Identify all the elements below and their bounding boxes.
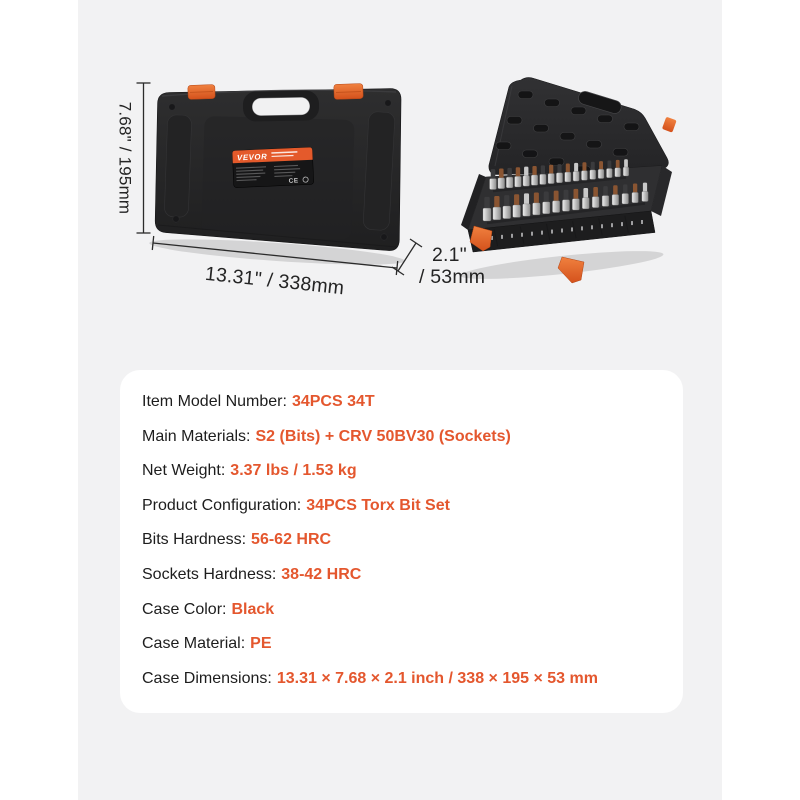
spec-label: Item Model Number: — [142, 393, 287, 410]
open-case-image — [460, 78, 677, 285]
open-latch-mid — [558, 257, 584, 283]
depth-dimension-label-line2: / 53mm — [419, 266, 486, 288]
width-dimension-label: 13.31" / 338mm — [203, 262, 346, 300]
spec-label: Case Dimensions: — [142, 669, 272, 687]
spec-label: Bits Hardness: — [142, 531, 247, 549]
depth-dimension-label-line1: 2.1" — [432, 244, 467, 266]
spec-row-case-material — [142, 627, 663, 662]
spec-value: 34PCS Torx Bit Set — [306, 496, 450, 514]
specs-card — [120, 370, 683, 713]
spec-label: Net Weight: — [142, 462, 226, 480]
spec-row-sockets-hardness — [142, 558, 663, 593]
spec-label: Sockets Hardness: — [142, 565, 277, 583]
spec-label: Case Material: — [142, 635, 246, 653]
product-image-background — [78, 0, 722, 800]
spec-row-bits-hardness — [142, 523, 663, 558]
closed-case-image — [149, 83, 406, 269]
product-illustration — [78, 0, 722, 345]
spec-value: 56-62 HRC — [251, 531, 332, 549]
spec-label: Main Materials: — [142, 427, 251, 445]
spec-value: S2 (Bits) + CRV 50BV30 (Sockets) — [255, 427, 511, 445]
spec-row-case-dimensions — [142, 662, 663, 697]
spec-row-configuration — [142, 489, 663, 524]
spec-value: 34PCS 34T — [291, 393, 375, 410]
latch-right — [334, 83, 364, 99]
case-product-label — [232, 147, 314, 187]
height-dimension — [116, 83, 151, 233]
ce-mark-icon: CE — [288, 177, 299, 185]
open-case-lid — [489, 78, 668, 175]
case-left-grip — [164, 115, 192, 218]
spec-value: 3.37 lbs / 1.53 kg — [230, 462, 357, 480]
spec-row-weight — [142, 454, 663, 489]
spec-label: Product Configuration: — [142, 496, 302, 514]
latch-left — [188, 85, 215, 100]
spec-value: 13.31 × 7.68 × 2.1 inch / 338 × 195 × 53 mm — [276, 669, 598, 687]
spec-value: Black — [231, 600, 275, 618]
spec-value: PE — [250, 635, 272, 653]
case-handle — [243, 90, 320, 121]
spec-row-case-color — [142, 593, 663, 628]
height-dimension-label: 7.68" / 195mm — [115, 101, 135, 215]
spec-value: 38-42 HRC — [281, 565, 362, 583]
spec-row-model — [142, 385, 663, 420]
spec-label: Case Color: — [142, 600, 227, 618]
vevor-logo: VEVOR — [236, 152, 268, 163]
depth-dimension — [392, 239, 485, 288]
latch-keeper — [662, 117, 677, 133]
spec-row-materials — [142, 420, 663, 455]
